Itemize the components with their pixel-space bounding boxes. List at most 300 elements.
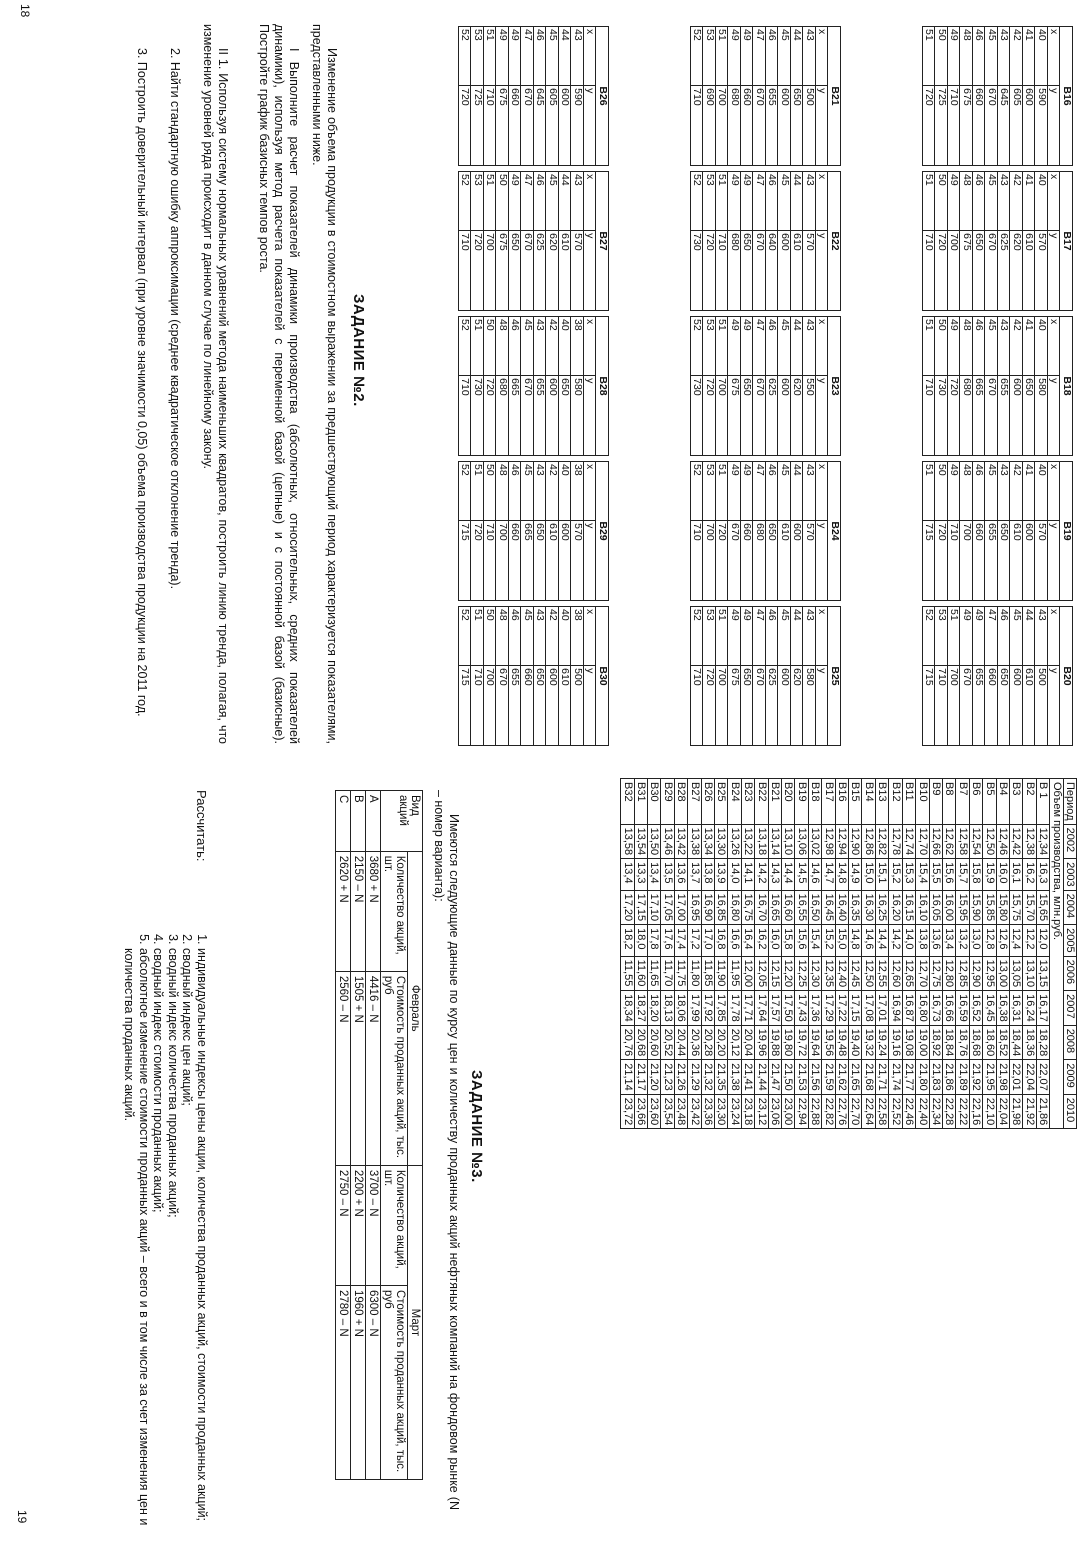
table-cell: 12,40 (835, 956, 848, 991)
variant-name: В24 (828, 462, 841, 601)
table-cell: 14,4 (875, 925, 888, 956)
table-row (822, 779, 835, 1129)
table-row (571, 172, 584, 311)
col-x: x (584, 317, 597, 376)
table-row (778, 172, 791, 311)
col-y: y (1048, 376, 1061, 456)
table-cell: 16,35 (849, 890, 862, 925)
table-cell: 15,95 (956, 890, 969, 925)
table-cell: 21,29 (688, 1060, 701, 1095)
cell-y: 600 (1010, 666, 1023, 746)
cell-x: 52 (923, 607, 936, 666)
table-row (782, 779, 795, 1129)
table-cell: 6300 – N (366, 1285, 381, 1479)
cell-y: 610 (791, 231, 804, 311)
cell-y: 680 (496, 376, 509, 456)
table-cell: 15,9 (983, 859, 996, 890)
table-row (559, 172, 572, 311)
cell-y: 675 (496, 86, 509, 166)
table-row (716, 462, 729, 601)
table-row (1010, 317, 1023, 456)
cell-y: 725 (471, 86, 484, 166)
cell-y: 625 (998, 231, 1011, 311)
cell-y: 610 (546, 521, 559, 601)
cell-x: 45 (521, 317, 534, 376)
table-cell: 17,20 (621, 890, 634, 925)
table-cell: В7 (956, 779, 969, 825)
table-cell: 14,2 (889, 925, 902, 956)
table-cell: 14,5 (795, 859, 808, 890)
table-row (960, 462, 973, 601)
table-cell: 17,2 (688, 925, 701, 956)
table-cell: 15,8 (969, 859, 982, 890)
cell-y: 700 (716, 86, 729, 166)
cell-x: 49 (973, 607, 986, 666)
table-cell: 16,05 (929, 890, 942, 925)
cell-x: 52 (691, 607, 704, 666)
table-row (496, 172, 509, 311)
table-row (716, 172, 729, 311)
cell-y: 710 (459, 376, 472, 456)
cell-y: 720 (703, 666, 716, 746)
cell-x: 48 (960, 317, 973, 376)
cell-y: 710 (691, 86, 704, 166)
table-row (534, 317, 547, 456)
table-cell: 21,53 (795, 1060, 808, 1095)
cell-y: 665 (509, 376, 522, 456)
variant-table (922, 461, 1073, 601)
table-cell: 11,70 (661, 956, 674, 991)
cell-y: 600 (546, 666, 559, 746)
section-row (1050, 779, 1063, 1129)
cell-y: 670 (496, 666, 509, 746)
table-cell: 21,77 (902, 1060, 915, 1095)
cell-x: 41 (1023, 317, 1036, 376)
table-cell: 2620 + N (336, 851, 351, 971)
cell-y: 600 (778, 666, 791, 746)
table-cell: 12,98 (822, 824, 835, 859)
variant-table (922, 316, 1073, 456)
table-cell: 15,4 (916, 859, 929, 890)
cell-x: 43 (998, 27, 1011, 86)
table-row (701, 779, 714, 1129)
table-cell: В19 (795, 779, 808, 825)
table-cell: 13,0 (969, 925, 982, 956)
table-row (1023, 317, 1036, 456)
table-cell: 15,0 (862, 859, 875, 890)
table-cell: 12,90 (969, 956, 982, 991)
table-cell: В9 (929, 779, 942, 825)
cell-x: 42 (1010, 27, 1023, 86)
table-cell: 21,92 (969, 1060, 982, 1095)
cell-x: 50 (935, 172, 948, 231)
table-row (791, 27, 804, 166)
table-cell: 19,24 (875, 1025, 888, 1060)
cell-x: 49 (741, 607, 754, 666)
table-cell: 11,55 (621, 956, 634, 991)
table-row (571, 317, 584, 456)
cell-x: 45 (546, 172, 559, 231)
cell-x: 46 (973, 27, 986, 86)
cell-y: 605 (546, 86, 559, 166)
table-cell: 15,1 (875, 859, 888, 890)
cell-y: 600 (791, 521, 804, 601)
calc-item: 3. сводный индекс количества проданных акций; (166, 948, 181, 1548)
table-cell: 13,38 (688, 824, 701, 859)
table-cell: 18,27 (634, 991, 647, 1026)
table-row (1035, 607, 1048, 746)
cell-y: 665 (973, 376, 986, 456)
col-x: x (1048, 27, 1061, 86)
col-type: Вид акций (381, 791, 423, 852)
table-row (496, 607, 509, 746)
cell-x: 52 (691, 462, 704, 521)
cell-x: 44 (791, 27, 804, 86)
variant-name: В20 (1060, 607, 1073, 746)
cell-x: 40 (559, 317, 572, 376)
table-row (521, 27, 534, 166)
table-cell: 12,20 (782, 956, 795, 991)
hdr-feb: Февраль (408, 851, 423, 1165)
table-cell: 12,95 (983, 956, 996, 991)
table-cell: 11,75 (674, 956, 687, 991)
variant-table (690, 606, 841, 746)
col-header: 2010 (1063, 1094, 1076, 1129)
table-row (521, 607, 534, 746)
table-cell: 20,60 (648, 1025, 661, 1060)
cell-y: 660 (741, 86, 754, 166)
table-cell: 16,25 (875, 890, 888, 925)
cell-y: 655 (973, 666, 986, 746)
variant-name: В26 (596, 27, 609, 166)
table-cell: В14 (862, 779, 875, 825)
task2-part2-1: II 1. Используя систему нормальных уравнений метода наименьших квадратов, построить линию тренда, полагая, что изменение уровней ряда происходит в данном случае по линейному закону. (201, 24, 230, 744)
cell-y: 710 (484, 86, 497, 166)
table-row (459, 607, 472, 746)
cell-y: 710 (935, 666, 948, 746)
table-row (534, 27, 547, 166)
cell-x: 51 (716, 172, 729, 231)
cell-x: 44 (791, 172, 804, 231)
table-cell: 22,16 (969, 1094, 982, 1129)
table-cell: 13,06 (795, 824, 808, 859)
table-cell: 12,75 (929, 956, 942, 991)
table-row (521, 172, 534, 311)
table-row (923, 607, 936, 746)
table-cell: 21,14 (621, 1060, 634, 1095)
table-cell: В6 (969, 779, 982, 825)
table-cell: 13,50 (648, 824, 661, 859)
cell-x: 49 (728, 172, 741, 231)
cell-y: 720 (935, 521, 948, 601)
cell-x: 50 (484, 462, 497, 521)
table-row (960, 317, 973, 456)
table-cell: 19,00 (916, 1025, 929, 1060)
variant-name: В19 (1060, 462, 1073, 601)
cell-x: 50 (484, 607, 497, 666)
table-row (484, 27, 497, 166)
cell-x: 45 (778, 462, 791, 521)
cell-y: 675 (496, 231, 509, 311)
table-cell: 16,17 (1036, 991, 1049, 1026)
table-row (1010, 172, 1023, 311)
table-cell: 16,20 (889, 890, 902, 925)
table-cell: 17,85 (715, 991, 728, 1026)
table-cell: 23,12 (755, 1094, 768, 1129)
table-cell: 23,54 (661, 1094, 674, 1129)
cell-y: 715 (923, 666, 936, 746)
table-cell: 17,43 (795, 991, 808, 1026)
variant-table (922, 171, 1073, 311)
table-cell: 17,0 (701, 925, 714, 956)
table-cell: 12,54 (969, 824, 982, 859)
variant-table (922, 606, 1073, 746)
cell-y: 660 (509, 86, 522, 166)
cell-y: 700 (484, 231, 497, 311)
table-cell: 18,06 (674, 991, 687, 1026)
table-cell: 16,50 (808, 890, 821, 925)
table-cell: 21,35 (715, 1060, 728, 1095)
cell-x: 49 (728, 462, 741, 521)
cell-y: 650 (1023, 376, 1036, 456)
cell-y: 610 (1010, 521, 1023, 601)
cell-y: 670 (960, 666, 973, 746)
table-cell: 13,05 (1009, 956, 1022, 991)
cell-x: 45 (985, 172, 998, 231)
table-row (336, 791, 351, 1480)
task2-part1: I Выполните расчет показателей динамики производства (абсолютных, относительных, средних показателей динамики), используя метод расчета показателей с переменной базой (цепные) и с постоянной базой (базисные). Постройте график базисных темпов роста. (257, 24, 301, 744)
cell-y: 650 (741, 376, 754, 456)
table-cell: 12,42 (1009, 824, 1022, 859)
cell-y: 670 (753, 86, 766, 166)
cell-y: 670 (985, 86, 998, 166)
table-row (509, 27, 522, 166)
cell-y: 600 (559, 86, 572, 166)
cell-x: 46 (766, 607, 779, 666)
col-x: x (1048, 172, 1061, 231)
table-cell: 16,73 (929, 991, 942, 1026)
table-cell: 22,88 (808, 1094, 821, 1129)
cell-x: 49 (728, 27, 741, 86)
table-cell: 12,2 (1023, 925, 1036, 956)
col-cost-mar: Стоимость проданных акций, тыс. руб (381, 1285, 408, 1479)
table-row (496, 317, 509, 456)
table-cell: 14,0 (728, 859, 741, 890)
col-x: x (816, 172, 829, 231)
table-row (534, 172, 547, 311)
cell-x: 43 (1035, 607, 1048, 666)
cell-y: 710 (459, 231, 472, 311)
table-row (534, 462, 547, 601)
variant-table (458, 171, 609, 311)
table-cell: 2150 – N (351, 851, 366, 971)
table-row (1035, 172, 1048, 311)
cell-x: 42 (1010, 172, 1023, 231)
table-cell: 21,26 (674, 1060, 687, 1095)
variant-table (458, 461, 609, 601)
table-row (509, 172, 522, 311)
table-row (691, 317, 704, 456)
table-row (471, 462, 484, 601)
cell-x: 52 (459, 172, 472, 231)
table-cell: В32 (621, 779, 634, 825)
table-row (509, 317, 522, 456)
table-cell: 21,32 (701, 1060, 714, 1095)
table-row (753, 172, 766, 311)
table-row (621, 779, 634, 1129)
table-cell: С (336, 791, 351, 852)
table-cell: 13,4 (942, 925, 955, 956)
cell-x: 52 (459, 607, 472, 666)
col-qty-feb: Количество акций, шт. (381, 851, 408, 971)
table-row (728, 779, 741, 1129)
table-row (875, 779, 888, 1129)
table-cell: В28 (674, 779, 687, 825)
cell-y: 710 (923, 376, 936, 456)
table-row (973, 27, 986, 166)
table-row (973, 317, 986, 456)
table-cell: 12,00 (741, 956, 754, 991)
table-cell: В11 (902, 779, 915, 825)
table-row (791, 462, 804, 601)
col-y: y (584, 86, 597, 166)
cell-x: 50 (935, 27, 948, 86)
table-cell: 17,6 (661, 925, 674, 956)
table-cell: 23,66 (634, 1094, 647, 1129)
cell-x: 49 (948, 27, 961, 86)
table-cell: 13,30 (715, 824, 728, 859)
table-cell: 12,45 (849, 956, 862, 991)
table-cell: 23,06 (768, 1094, 781, 1129)
cell-x: 48 (960, 462, 973, 521)
col-header: 2009 (1063, 1060, 1076, 1095)
table-row (688, 779, 701, 1129)
table-row (791, 607, 804, 746)
cell-y: 625 (766, 376, 779, 456)
cell-y: 665 (521, 521, 534, 601)
table-row (753, 607, 766, 746)
cell-x: 44 (1023, 607, 1036, 666)
cell-x: 43 (803, 607, 816, 666)
table-cell: 20,28 (701, 1025, 714, 1060)
table-cell: 14,6 (862, 925, 875, 956)
table-cell: 17,8 (648, 925, 661, 956)
table-cell: 16,59 (956, 991, 969, 1026)
table-row (1023, 462, 1036, 601)
table-cell: 13,10 (1023, 956, 1036, 991)
cell-y: 730 (935, 376, 948, 456)
cell-x: 45 (1010, 607, 1023, 666)
cell-y: 700 (960, 521, 973, 601)
table-cell: 12,50 (983, 824, 996, 859)
table-cell: 16,87 (902, 991, 915, 1026)
cell-x: 46 (973, 172, 986, 231)
variant-name: В22 (828, 172, 841, 311)
table-cell: 18,68 (969, 1025, 982, 1060)
table-cell: 13,8 (916, 925, 929, 956)
cell-y: 710 (471, 666, 484, 746)
cell-x: 45 (985, 462, 998, 521)
table-cell: 17,01 (875, 991, 888, 1026)
table-cell: 14,3 (768, 859, 781, 890)
cell-x: 53 (703, 27, 716, 86)
cell-y: 655 (998, 376, 1011, 456)
variant-table (458, 26, 609, 166)
cell-y: 670 (753, 231, 766, 311)
cell-x: 51 (923, 317, 936, 376)
cell-x: 38 (571, 317, 584, 376)
table-cell: 13,54 (634, 824, 647, 859)
cell-x: 49 (948, 462, 961, 521)
table-row (534, 607, 547, 746)
table-cell: В26 (701, 779, 714, 825)
table-cell: 17,36 (808, 991, 821, 1026)
cell-y: 655 (766, 86, 779, 166)
table-cell: В4 (996, 779, 1009, 825)
cell-y: 700 (484, 666, 497, 746)
cell-y: 570 (803, 521, 816, 601)
table-row (716, 317, 729, 456)
cell-x: 38 (571, 607, 584, 666)
table-row (716, 607, 729, 746)
table-cell: 12,0 (1036, 925, 1049, 956)
table-cell: 20,04 (741, 1025, 754, 1060)
table-row (1035, 462, 1048, 601)
cell-x: 51 (716, 462, 729, 521)
table-cell: 21,95 (983, 1060, 996, 1095)
cell-x: 51 (471, 462, 484, 521)
cell-x: 51 (948, 607, 961, 666)
cell-y: 650 (973, 231, 986, 311)
cell-y: 710 (948, 86, 961, 166)
cell-x: 51 (484, 27, 497, 86)
table-cell: 21,86 (942, 1060, 955, 1095)
table-cell: 13,15 (1036, 956, 1049, 991)
table-cell: 20,36 (688, 1025, 701, 1060)
table-cell: 19,72 (795, 1025, 808, 1060)
cell-x: 46 (509, 607, 522, 666)
calc-item: 4. сводный индекс стоимости проданных акций; (151, 948, 166, 1548)
table-cell: 13,4 (648, 859, 661, 890)
cell-x: 52 (691, 317, 704, 376)
table-cell: 16,80 (728, 890, 741, 925)
table-row (661, 779, 674, 1129)
cell-x: 49 (728, 607, 741, 666)
table-cell: В8 (942, 779, 955, 825)
table-cell: 1505 + N (351, 971, 366, 1165)
cell-x: 46 (509, 317, 522, 376)
cell-y: 650 (766, 521, 779, 601)
table-row (998, 27, 1011, 166)
table-cell: 22,04 (996, 1094, 1009, 1129)
table-cell: 18,44 (1009, 1025, 1022, 1060)
table-cell: 15,0 (835, 925, 848, 956)
table-cell: В21 (768, 779, 781, 825)
cell-y: 570 (1035, 231, 1048, 311)
cell-y: 500 (803, 86, 816, 166)
cell-y: 620 (546, 231, 559, 311)
cell-y: 720 (484, 376, 497, 456)
col-y: y (1048, 666, 1061, 746)
table-cell: 22,04 (1023, 1060, 1036, 1095)
table-row (778, 317, 791, 456)
table-cell: 12,8 (983, 925, 996, 956)
cell-x: 46 (766, 27, 779, 86)
table-row (728, 27, 741, 166)
table-cell: 21,56 (808, 1060, 821, 1095)
task2-part2-2: 2. Найти стандартную ошибку аппроксимации (среднее квадратическое отклонение тренда). (168, 48, 182, 590)
cell-x: 46 (509, 462, 522, 521)
